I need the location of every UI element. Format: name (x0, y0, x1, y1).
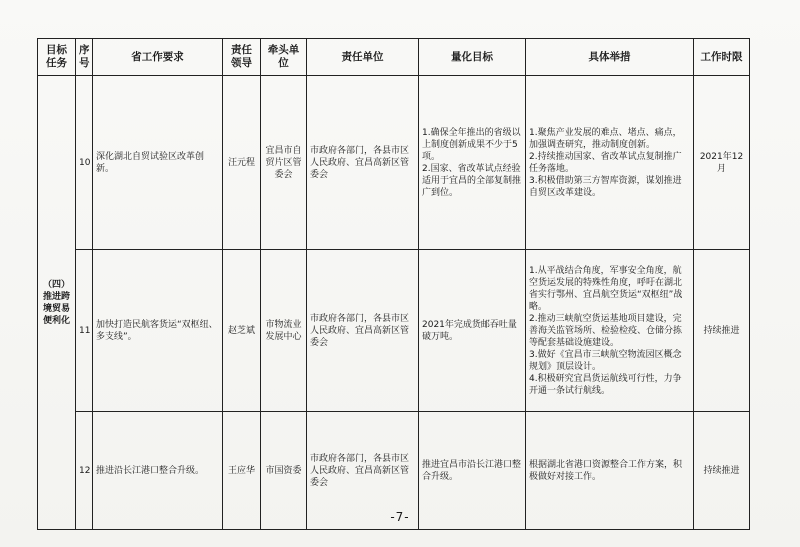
page-number: -7- (390, 510, 410, 524)
row-resp-unit: 市政府各部门，各县市区人民政府、宜昌高新区管委会 (307, 76, 419, 250)
row-leader: 王应华 (223, 412, 261, 530)
row-num: 10 (76, 76, 93, 250)
row-resp-unit: 市政府各部门，各县市区人民政府、宜昌高新区管委会 (307, 250, 419, 412)
header-leader: 责任领导 (223, 39, 261, 76)
row-target: 推进宜昌市沿长江港口整合升级。 (419, 412, 526, 530)
row-resp-unit: 市政府各部门，各县市区人民政府、宜昌高新区管委会 (307, 412, 419, 530)
header-row (38, 39, 750, 76)
row-lead-unit: 宜昌市自贸片区管委会 (261, 76, 307, 250)
row-target: 2021年完成货邮吞吐量破万吨。 (419, 250, 526, 412)
row-lead-unit: 市物流业发展中心 (261, 250, 307, 412)
row-num: 11 (76, 250, 93, 412)
header-num: 序号 (76, 39, 93, 76)
row-deadline: 2021年12月 (694, 76, 750, 250)
row-requirement: 深化湖北自贸试验区改革创新。 (93, 76, 223, 250)
task-table (37, 38, 750, 530)
header-deadline: 工作时限 (694, 39, 750, 76)
row-requirement: 推进沿长江港口整合升级。 (93, 412, 223, 530)
row-leader: 赵芝斌 (223, 250, 261, 412)
header-resp-unit: 责任单位 (307, 39, 419, 76)
table-row (38, 76, 750, 250)
row-deadline: 持续推进 (694, 412, 750, 530)
row-deadline: 持续推进 (694, 250, 750, 412)
row-num: 12 (76, 412, 93, 530)
header-requirement: 省工作要求 (93, 39, 223, 76)
header-category: 目标任务 (38, 39, 76, 76)
header-target: 量化目标 (419, 39, 526, 76)
category-cell: （四）推进跨境贸易便利化 (38, 76, 76, 530)
row-measures: 1.聚焦产业发展的难点、堵点、痛点，加强调查研究，推动制度创新。 2.持续推动国家、省改革试点复制推广任务落地。 3.积极借助第三方智库资源，谋划推进自贸区改革建设。 (526, 76, 694, 250)
row-lead-unit: 市国资委 (261, 412, 307, 530)
row-requirement: 加快打造民航客货运“双枢纽、多支线”。 (93, 250, 223, 412)
row-measures: 1.从平战结合角度，军事安全角度，航空货运发展的特殊性角度，呼吁在湖北省实行鄂州、宜昌航空货运“双枢纽”战略。 2.推动三峡航空货运基地项目建设，完善海关监管场所、检验检疫、仓储分拣等配套基础设施建设。 3.做好《宜昌市三峡航空物流园区概念规划》顶层设计。 4.积极研究宜昌货运航线可行性，力争开通一条试行航线。 (526, 250, 694, 412)
table-row (38, 250, 750, 412)
row-target: 1.确保全年推出的省级以上制度创新成果不少于5项。 2.国家、省改革试点经验适用于宜昌的全部复制推广到位。 (419, 76, 526, 250)
header-measures: 具体举措 (526, 39, 694, 76)
header-lead-unit: 牵头单位 (261, 39, 307, 76)
row-leader: 汪元程 (223, 76, 261, 250)
row-measures: 根据湖北省港口资源整合工作方案，积极做好对接工作。 (526, 412, 694, 530)
